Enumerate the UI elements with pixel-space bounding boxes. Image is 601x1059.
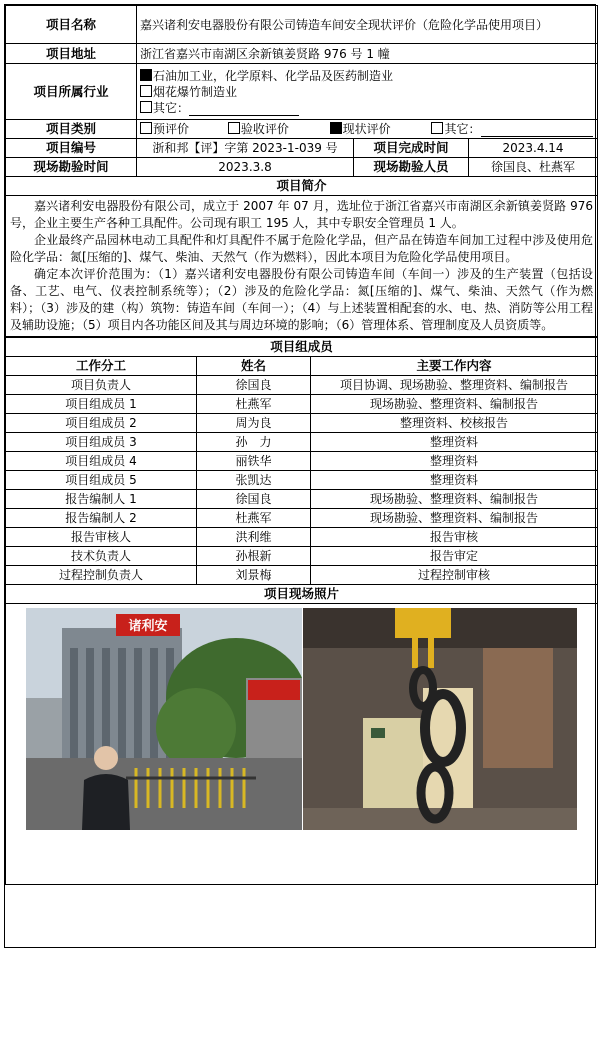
survey-time-label: 现场勘验时间 (6, 158, 137, 177)
members-header-role: 工作分工 (6, 357, 197, 376)
intro-section-title: 项目简介 (6, 177, 598, 196)
finish-time-value: 2023.4.14 (469, 139, 598, 158)
table-row: 报告编制人 1 徐国良 现场勘验、整理资料、编制报告 (6, 490, 598, 509)
category-option-status[interactable]: 现状评价 (330, 121, 428, 137)
category-option-acceptance[interactable]: 验收评价 (228, 121, 326, 137)
industry-option-petro[interactable]: 石油加工业，化学原料、化学品及医药制造业 (140, 68, 594, 84)
site-photo-workshop (303, 608, 577, 830)
checkbox-empty-icon (228, 122, 240, 134)
table-row: 项目组成员 3 孙 力 整理资料 (6, 433, 598, 452)
finish-time-label: 项目完成时间 (354, 139, 469, 158)
industry-option-other[interactable]: 其它： (140, 100, 594, 116)
table-row: 项目组成员 5 张凯达 整理资料 (6, 471, 598, 490)
photos-section-title: 项目现场照片 (6, 585, 598, 604)
project-name-label: 项目名称 (6, 6, 137, 44)
category-label: 项目类别 (6, 120, 137, 139)
fill-blank-line (189, 103, 299, 116)
project-info-table (5, 5, 598, 337)
workshop-photo-illustration (303, 608, 577, 830)
checkbox-checked-icon (330, 122, 342, 134)
table-row: 过程控制负责人 刘景梅 过程控制审核 (6, 566, 598, 585)
photos-area (6, 604, 597, 884)
members-header-work: 主要工作内容 (311, 357, 598, 376)
checkbox-empty-icon (431, 122, 443, 134)
photos-cell (6, 604, 598, 885)
project-name-value: 嘉兴诸利安电器股份有限公司铸造车间安全现状评价（危险化学品使用项目） (137, 6, 598, 44)
members-table (5, 337, 598, 885)
building-sign: 诸利安 (128, 619, 168, 634)
industry-label: 项目所属行业 (6, 64, 137, 120)
industry-options (137, 64, 598, 120)
evaluation-record-form (4, 4, 596, 948)
site-photo-building (26, 608, 302, 830)
table-row: 报告审核人 洪利维 报告审核 (6, 528, 598, 547)
table-row: 报告编制人 2 杜燕军 现场勘验、整理资料、编制报告 (6, 509, 598, 528)
building-photo-illustration (26, 608, 302, 830)
members-header-name: 姓名 (197, 357, 311, 376)
table-row: 项目组成员 4 丽铁华 整理资料 (6, 452, 598, 471)
table-row: 项目负责人 徐国良 项目协调、现场勘验、整理资料、编制报告 (6, 376, 598, 395)
survey-staff-label: 现场勘验人员 (354, 158, 469, 177)
checkbox-empty-icon (140, 101, 152, 113)
checkbox-checked-icon (140, 69, 152, 81)
project-address-label: 项目地址 (6, 44, 137, 64)
category-options (137, 120, 598, 139)
industry-option-fireworks[interactable]: 烟花爆竹制造业 (140, 84, 594, 100)
survey-time-value: 2023.3.8 (137, 158, 354, 177)
intro-text (6, 196, 598, 337)
table-row: 项目组成员 2 周为良 整理资料、校核报告 (6, 414, 598, 433)
project-code-label: 项目编号 (6, 139, 137, 158)
members-section-title: 项目组成员 (6, 338, 598, 357)
project-code-value: 浙和邦【评】字第 2023-1-039 号 (137, 139, 354, 158)
category-option-pre[interactable]: 预评价 (140, 121, 224, 137)
checkbox-empty-icon (140, 85, 152, 97)
survey-staff-value: 徐国良、杜燕军 (469, 158, 598, 177)
table-row: 技术负责人 孙根新 报告审定 (6, 547, 598, 566)
checkbox-empty-icon (140, 122, 152, 134)
fill-blank-line (481, 124, 593, 137)
intro-paragraph-2: 企业最终产品园林电动工具配件和灯具配件不属于危险化学品，但产品在铸造车间加工过程中涉及使用危险化学品：氮[压缩的]、煤气、柴油、天然气（作为燃料），因此本项目为危险化学品使用项目。 (10, 233, 594, 264)
intro-paragraph-3: 确定本次评价范围为：（1）嘉兴诸利安电器股份有限公司铸造车间（车间一）涉及的生产装置（包括设备、工艺、电气、仪表控制系统等）；（2）涉及的危险化学品：氮[压缩的]、煤气、柴油、天然气（作为燃料）；（3）涉及的建（构）筑物：铸造车间（车间一）；（4）与上述装置相配套的水、电、热、消防等公用工程及辅助设施；（5）项目内各功能区间及其与周边环境的影响；（6）管理体系、管理制度及人员资质等。 (10, 267, 594, 332)
project-address-value: 浙江省嘉兴市南湖区余新镇姜贤路 976 号 1 幢 (137, 44, 598, 64)
intro-paragraph-1: 嘉兴诸利安电器股份有限公司，成立于 2007 年 07 月，选址位于浙江省嘉兴市南湖区余新镇姜贤路 976 号，企业主要生产各种工具配件。公司现有职工 195 人，其中专职安全管理员 1 人。 (10, 199, 594, 230)
table-row: 项目组成员 1 杜燕军 现场勘验、整理资料、编制报告 (6, 395, 598, 414)
category-option-other[interactable]: 其它： (431, 121, 592, 137)
